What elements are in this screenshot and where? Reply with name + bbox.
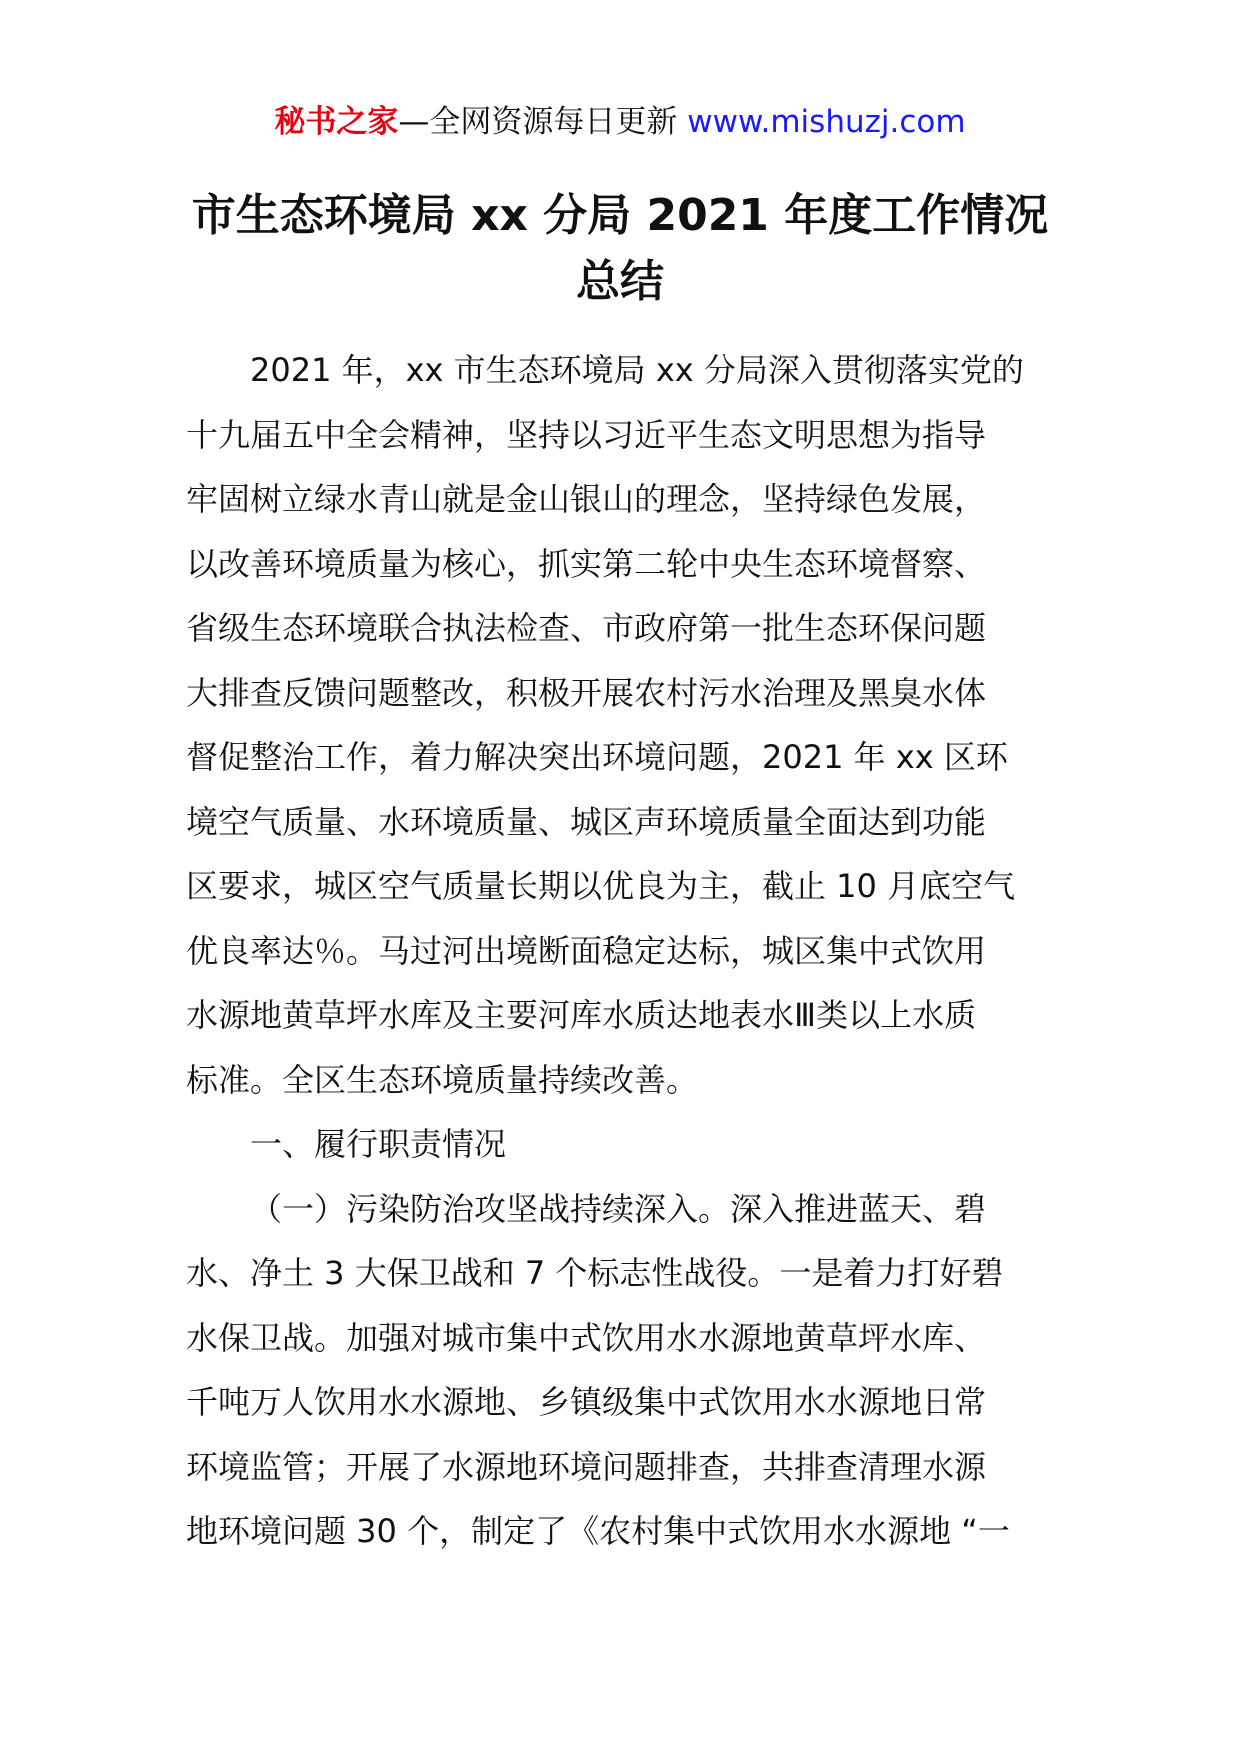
document-body: [186, 338, 1054, 1564]
paragraph-line: 牢固树立绿水青山就是金山银山的理念，坚持绿色发展，: [186, 480, 987, 518]
document-title: [186, 183, 1054, 315]
paragraph-line: 以改善环境质量为核心，抓实第二轮中央生态环境督察、: [186, 544, 987, 583]
paragraph-line: （一）污染防治攻坚战持续深入。深入推进蓝天、碧: [250, 1189, 987, 1228]
site-url-link[interactable]: www.mishuzj.com: [687, 104, 966, 140]
paragraph-line: 千吨万人饮用水水源地、乡镇级集中式饮用水水源地日常: [186, 1383, 987, 1421]
paragraph-line: 水、净土 3 大保卫战和 7 个标志性战役。一是着力打好碧: [186, 1254, 1004, 1292]
paragraph-line: 水源地黄草坪水库及主要河库水质达地表水Ⅲ类以上水质: [186, 996, 977, 1034]
paragraph-line: 优良率达％。马过河出境断面稳定达标，城区集中式饮用: [186, 931, 987, 970]
paragraph-line: 标准。全区生态环境质量持续改善。: [186, 1060, 699, 1099]
paragraph-line: 地环境问题 30 个，制定了《农村集中式饮用水水源地 “一: [186, 1512, 1010, 1550]
paragraph-line: 环境监管；开展了水源地环境问题排查，共排查清理水源: [186, 1447, 987, 1486]
paragraph-line: 大排查反馈问题整改，积极开展农村污水治理及黑臭水体: [186, 673, 987, 712]
paragraph-line: 2021 年，xx 市生态环境局 xx 分局深入贯彻落实党的: [250, 351, 1024, 389]
site-tagline: —全网资源每日更新: [398, 104, 688, 140]
paragraph-line: 督促整治工作，着力解决突出环境问题，2021 年 xx 区环: [186, 738, 1008, 776]
paragraph-line: 区要求，城区空气质量长期以优良为主，截止 10 月底空气: [186, 867, 1016, 905]
paragraph-line: 境空气质量、水环境质量、城区声环境质量全面达到功能: [186, 802, 987, 841]
title-line: 市生态环境局 xx 分局 2021 年度工作情况: [191, 190, 1049, 241]
title-line: 总结: [576, 256, 664, 307]
section-heading: 一、履行职责情况: [250, 1125, 507, 1163]
site-brand: 秘书之家: [274, 104, 399, 140]
paragraph-line: 水保卫战。加强对城市集中式饮用水水源地黄草坪水库、: [186, 1318, 987, 1357]
site-header: [0, 100, 1240, 144]
paragraph-line: 十九届五中全会精神，坚持以习近平生态文明思想为指导: [186, 415, 987, 454]
paragraph-line: 省级生态环境联合执法检查、市政府第一批生态环保问题: [186, 609, 987, 647]
